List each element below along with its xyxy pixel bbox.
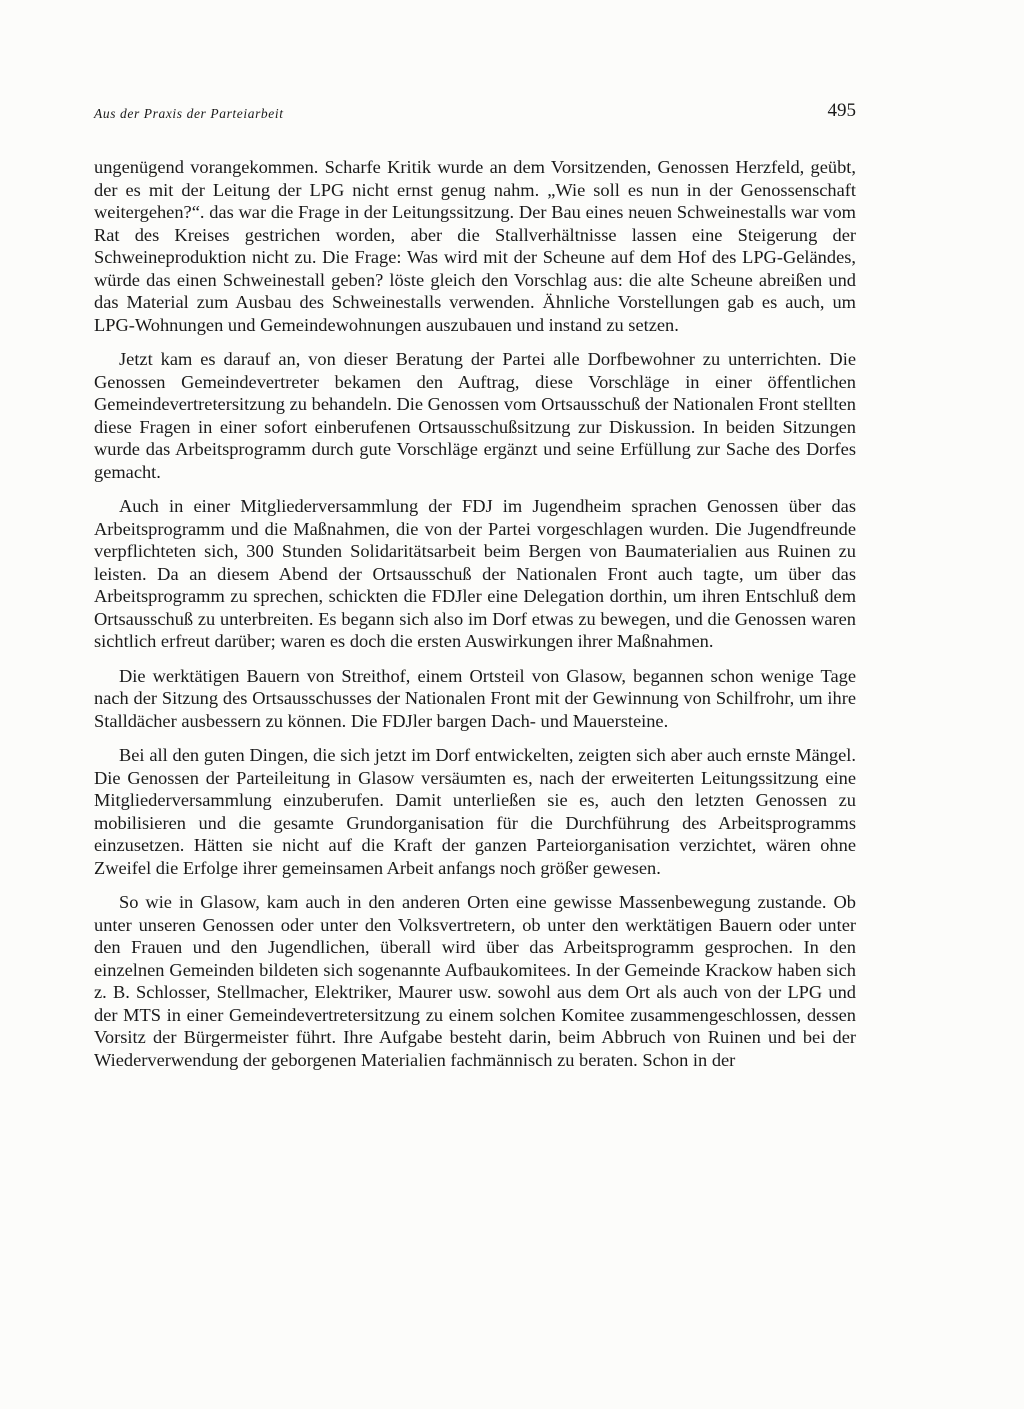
paragraph-3: Auch in einer Mitgliederversammlung der FDJ im Jugendheim sprachen Genossen über das Arbeitsprogramm und die Maßnahmen, die von der Partei vorgeschlagen wurden. Die Jugendfreunde verpflichteten sich, 300 Stunden Solidaritätsarbeit beim Bergen von Baumaterialien aus Ruinen zu leisten. Da an diesem Abend der Ortsausschuß der Nationalen Front auch tagte, um über das Arbeitsprogramm zu sprechen, schickten die FDJler eine Delegation dorthin, um ihren Entschluß dem Ortsausschuß zu unterbreiten. Es begann sich also im Dorf etwas zu bewegen, und die Genossen waren sichtlich erfreut darüber; waren es doch die ersten Auswirkungen ihrer Maßnahmen. bbox=[94, 496, 856, 651]
paragraph-2: Jetzt kam es darauf an, von dieser Beratung der Partei alle Dorfbewohner zu unterrichten. Die Genossen Gemeindevertreter bekamen den Auftrag, diese Vorschläge in einer öffentlichen Gemeindevertretersitzung zu behandeln. Die Genossen vom Ortsausschuß der Nationalen Front stellten diese Fragen in einer sofort einberufenen Ortsausschußsitzung zur Diskussion. In beiden Sitzungen wurde das Arbeitsprogramm durch gute Vorschläge ergänzt und seine Erfüllung zur Sache des Dorfes gemacht. bbox=[94, 349, 856, 482]
page-header bbox=[94, 100, 856, 134]
paragraph-1: ungenügend vorangekommen. Scharfe Kritik wurde an dem Vorsitzenden, Genossen Herzfeld, geübt, der es mit der Leitung der LPG nicht ernst genug nahm. „Wie soll es nun in der Genossenschaft weitergehen?“. das war die Frage in der Leitungssitzung. Der Bau eines neuen Schweinestalls war vom Rat des Kreises gestrichen worden, aber die Stallverhältnisse lassen eine Steigerung der Schweineproduktion nicht zu. Die Frage: Was wird mit der Scheune auf dem Hof des LPG-Geländes, würde das einen Schweinestall geben? löste gleich den Vorschlag aus: die alte Scheune abreißen und das Material zum Ausbau des Schweinestalls verwenden. Ähnliche Vorstellungen gab es auch, um LPG-Wohnungen und Gemeindewohnungen auszubauen und instand zu setzen. bbox=[94, 157, 856, 335]
page-number: 495 bbox=[827, 100, 856, 121]
paragraph-5: Bei all den guten Dingen, die sich jetzt im Dorf entwickelten, zeigten sich aber auch ernste Mängel. Die Genossen der Parteileitung in Glasow versäumten es, nach der erweiterten Leitungssitzung eine Mitgliederversammlung einzuberufen. Damit unterließen sie es, auch den letzten Genossen zu mobilisieren und die gesamte Grundorganisation für die Durchführung des Arbeitsprogramms einzusetzen. Hätten sie nicht auf die Kraft der ganzen Parteiorganisation verzichtet, wären ohne Zweifel die Erfolge ihrer gemeinsamen Arbeit anfangs noch größer gewesen. bbox=[94, 745, 856, 878]
body-text bbox=[94, 156, 856, 1083]
running-title: Aus der Praxis der Parteiarbeit bbox=[94, 106, 284, 121]
paragraph-4: Die werktätigen Bauern von Streithof, einem Ortsteil von Glasow, begannen schon wenige Tage nach der Sitzung des Ortsausschusses der Nationalen Front mit der Gewinnung von Schilfrohr, um ihre Stalldächer ausbessern zu können. Die FDJler bargen Dach- und Mauersteine. bbox=[94, 665, 856, 731]
paragraph-6: So wie in Glasow, kam auch in den anderen Orten eine gewisse Massenbewegung zustande. Ob unter unseren Genossen oder unter den Volksvertretern, ob unter den werktätigen Bauern oder unter den Frauen und den Jugendlichen, überall wird über das Arbeitsprogramm gesprochen. In den einzelnen Gemeinden bildeten sich sogenannte Aufbaukomitees. In der Gemeinde Krackow haben sich z. B. Schlosser, Stellmacher, Elektriker, Maurer usw. sowohl aus dem Ort als auch von der LPG und der MTS in einer Gemeindevertretersitzung zu einem solchen Komitee zusammengeschlossen, dessen Vorsitz der Bürgermeister führt. Ihre Aufgabe besteht darin, beim Abbruch von Ruinen und bei der Wiederverwendung der geborgenen Materialien fachmännisch zu beraten. Schon in der bbox=[94, 892, 856, 1070]
